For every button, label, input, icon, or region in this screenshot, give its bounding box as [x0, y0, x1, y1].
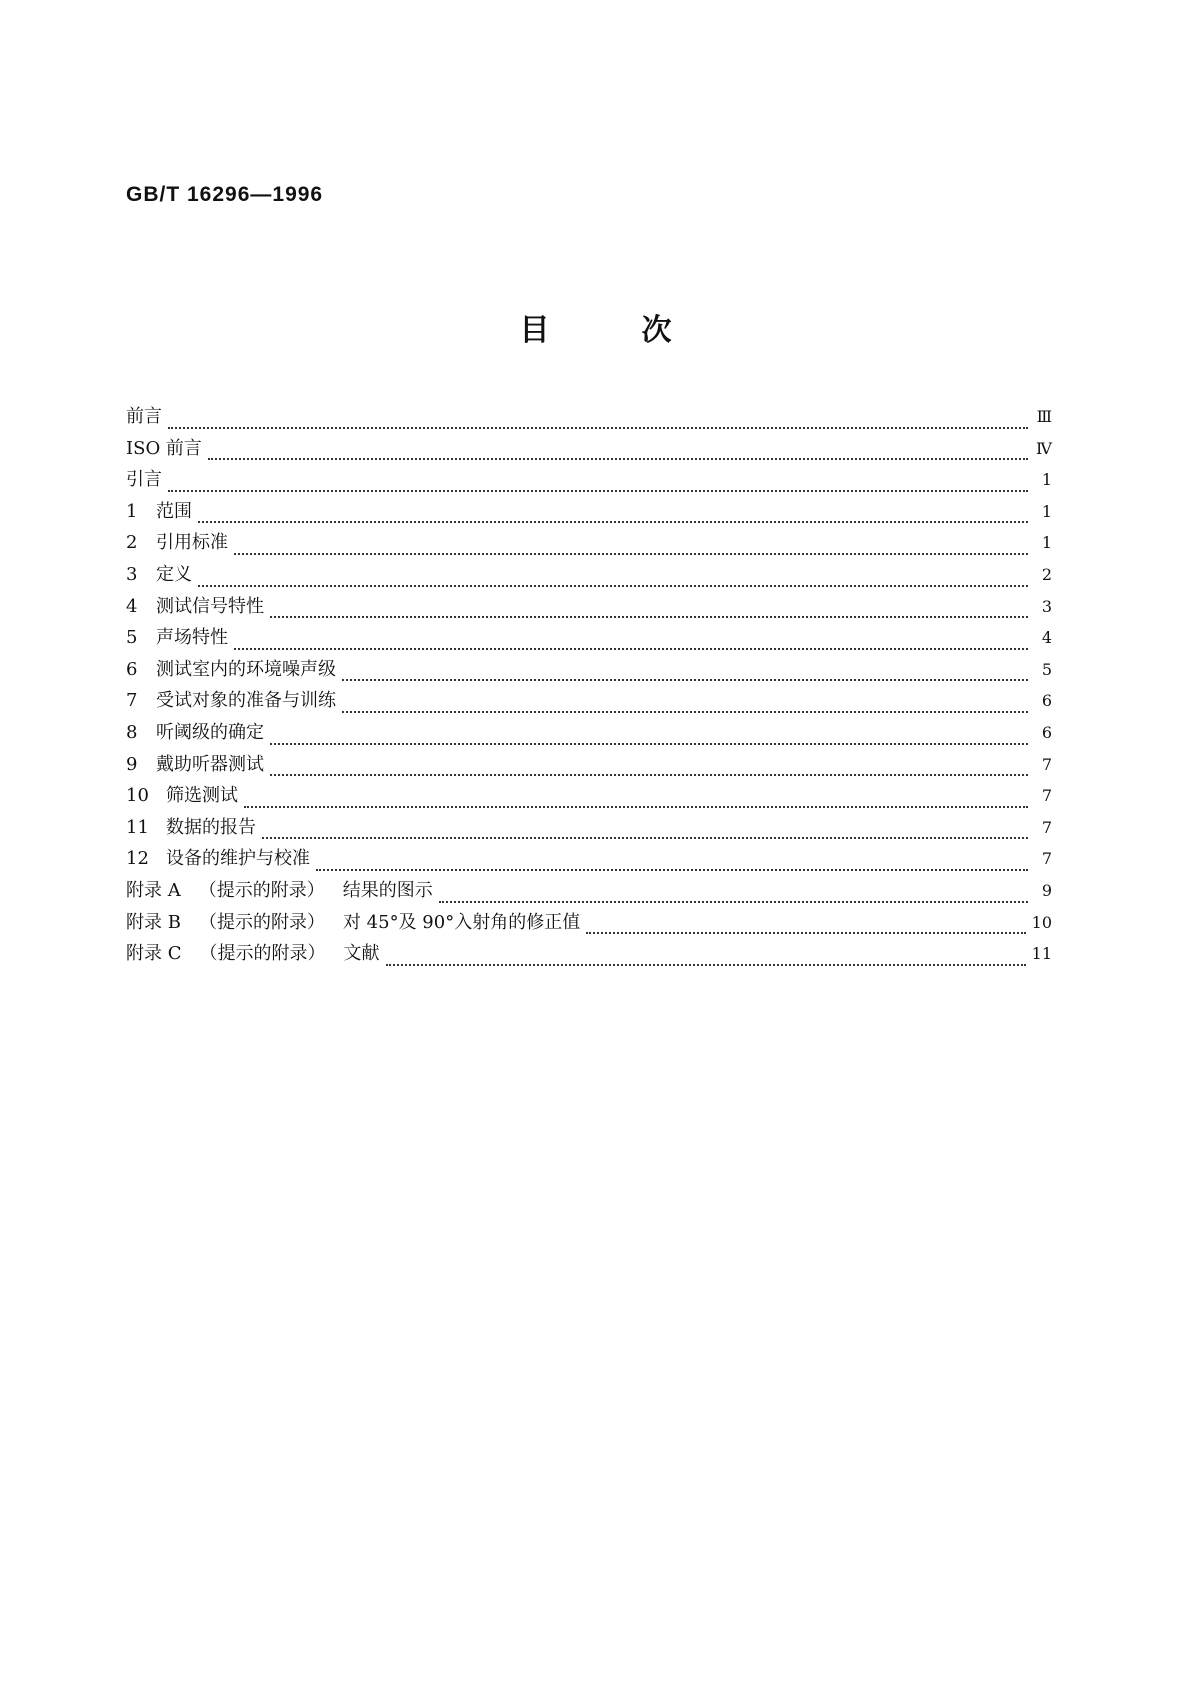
toc-entry-label: 结果的图示	[342, 879, 433, 901]
toc-entry-number: 8	[126, 721, 138, 743]
toc-entry-clause-6[interactable]	[126, 655, 1052, 687]
toc-entry-label: 听阈级的确定	[156, 721, 264, 743]
toc-entry-clause-3[interactable]	[126, 560, 1052, 592]
dot-leader	[270, 743, 1028, 745]
toc-entry-page: 7	[1041, 817, 1052, 837]
toc-entry-number: 11	[126, 816, 149, 838]
toc-entry-page: 7	[1041, 849, 1052, 869]
toc-entry-label: 前言	[126, 406, 162, 427]
toc-entry-clause-10[interactable]	[126, 781, 1052, 813]
toc-entry-page: 1	[1041, 501, 1052, 521]
toc-entry-page: 4	[1041, 628, 1052, 648]
toc-entry-label: 声场特性	[156, 627, 228, 649]
toc-entry-page: 5	[1041, 659, 1052, 679]
toc-entry-number: 10	[126, 785, 149, 807]
toc-entry-label: 定义	[156, 563, 192, 585]
document-code: GB/T 16296—1996	[126, 183, 324, 206]
toc-entry-number: 12	[126, 848, 149, 870]
toc-entry-number: 1	[126, 500, 138, 522]
toc-entry-label: ISO 前言	[126, 437, 202, 459]
toc-entry-number: 4	[126, 595, 138, 617]
annex-name: 附录 B	[126, 911, 181, 933]
toc-entry-page: Ⅲ	[1036, 407, 1052, 426]
dot-leader	[439, 901, 1028, 903]
toc-entry-label: 筛选测试	[166, 785, 238, 807]
toc-entry-label: 引言	[126, 469, 162, 491]
toc-entry-label: 文献	[343, 943, 380, 965]
toc-entry-page: Ⅳ	[1036, 438, 1052, 458]
toc-entry-clause-8[interactable]	[126, 718, 1052, 750]
dot-leader	[208, 458, 1028, 460]
toc-entry-number: 2	[126, 532, 138, 554]
annex-type: （提示的附录）	[199, 943, 326, 965]
toc-entry-clause-7[interactable]	[126, 686, 1052, 718]
annex-name: 附录 C	[126, 943, 182, 965]
toc-entry-page: 10	[1031, 912, 1052, 932]
dot-leader	[270, 616, 1028, 618]
page-title-char-1: 目	[519, 313, 550, 348]
toc-entry-clause-5[interactable]	[126, 623, 1052, 655]
toc-entry-label: 对 45°及 90°入射角的修正值	[342, 911, 581, 933]
toc-entry-number: 5	[126, 627, 138, 649]
toc-entry-label: 受试对象的准备与训练	[156, 690, 336, 712]
toc-entry-clause-12[interactable]	[126, 844, 1052, 876]
dot-leader	[342, 679, 1028, 681]
toc-entry-annex-a[interactable]	[126, 876, 1052, 908]
dot-leader	[198, 585, 1028, 587]
toc-entry-label: 测试信号特性	[156, 595, 264, 617]
toc-entry-page: 7	[1041, 786, 1052, 806]
annex-type: （提示的附录）	[198, 911, 325, 933]
toc-entry-clause-9[interactable]	[126, 750, 1052, 782]
page-title	[0, 305, 1191, 349]
annex-name: 附录 A	[126, 879, 181, 901]
toc-entry-introduction[interactable]	[126, 465, 1052, 497]
toc-entry-clause-4[interactable]	[126, 592, 1052, 624]
toc-entry-iso-foreword[interactable]	[126, 434, 1052, 466]
dot-leader	[270, 774, 1028, 776]
toc-entry-number: 3	[126, 563, 138, 585]
annex-type: （提示的附录）	[198, 879, 325, 901]
toc-entry-annex-b[interactable]	[126, 908, 1052, 940]
dot-leader	[168, 490, 1028, 492]
toc-entry-label: 范围	[156, 500, 192, 522]
toc-entry-foreword[interactable]	[126, 402, 1052, 434]
toc-entry-page: 6	[1041, 691, 1052, 711]
toc-entry-page: 11	[1031, 944, 1052, 964]
toc-entry-label: 引用标准	[156, 532, 228, 554]
table-of-contents	[126, 402, 1052, 971]
toc-entry-page: 9	[1041, 880, 1052, 900]
dot-leader	[198, 521, 1028, 523]
page-title-char-2: 次	[641, 313, 672, 348]
dot-leader	[386, 964, 1026, 966]
toc-entry-clause-2[interactable]	[126, 528, 1052, 560]
dot-leader	[342, 711, 1028, 713]
toc-entry-annex-c[interactable]	[126, 939, 1052, 971]
toc-entry-number: 6	[126, 658, 138, 680]
toc-entry-label: 戴助听器测试	[156, 753, 264, 775]
toc-entry-label: 数据的报告	[166, 816, 256, 838]
toc-entry-page: 2	[1041, 564, 1052, 584]
toc-entry-page: 3	[1041, 596, 1052, 616]
toc-entry-number: 7	[126, 690, 138, 712]
toc-entry-clause-1[interactable]	[126, 497, 1052, 529]
dot-leader	[586, 932, 1025, 934]
toc-entry-page: 1	[1041, 470, 1052, 490]
toc-entry-clause-11[interactable]	[126, 813, 1052, 845]
dot-leader	[262, 837, 1028, 839]
toc-entry-page: 1	[1041, 533, 1052, 553]
dot-leader	[244, 806, 1028, 808]
toc-entry-label: 设备的维护与校准	[166, 848, 310, 870]
dot-leader	[234, 648, 1028, 650]
toc-entry-label: 测试室内的环境噪声级	[156, 658, 336, 680]
dot-leader	[168, 427, 1028, 429]
toc-entry-page: 6	[1041, 722, 1052, 742]
dot-leader	[234, 553, 1028, 555]
toc-entry-number: 9	[126, 753, 138, 775]
dot-leader	[316, 869, 1028, 871]
toc-entry-page: 7	[1041, 754, 1052, 774]
